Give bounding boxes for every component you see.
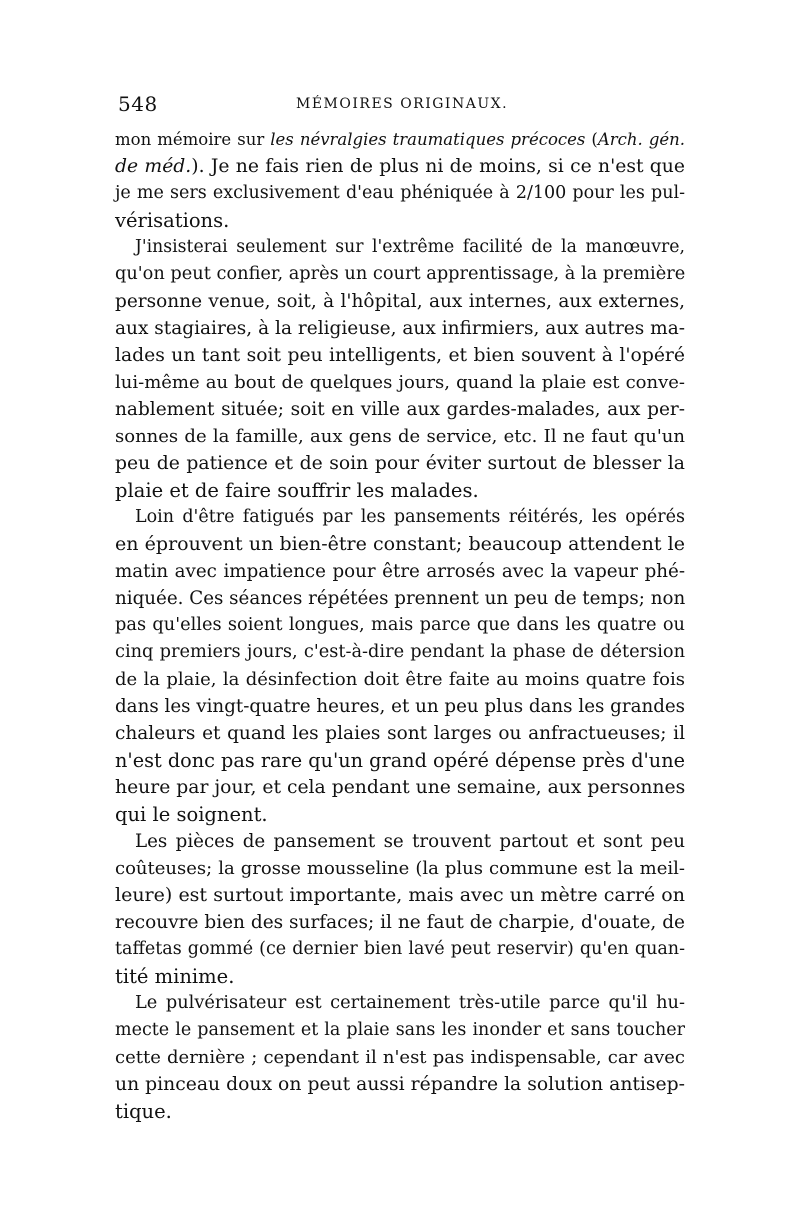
text-line: sonnes de la famille, aux gens de service, etc. Il ne faut qu'un <box>115 426 685 447</box>
text-line: peu de patience et de soin pour éviter surtout de blesser la <box>115 453 685 474</box>
citation-reference: Arch. gén. <box>597 130 686 149</box>
text-line: tité minime. <box>115 965 235 988</box>
running-title: MÉMOIRES ORIGINAUX. <box>296 96 509 112</box>
text-line: coûteuses; la grosse mousseline (la plus commune est la meil- <box>115 858 685 879</box>
text-line: cinq premiers jours, c'est-à-dire pendant la phase de détersion <box>115 642 685 662</box>
text-run: mon mémoire sur <box>115 130 271 149</box>
text-line: Le pulvérisateur est certainement très-utile parce qu'il hu- <box>135 993 685 1013</box>
text-line: pas qu'elles soient longues, mais parce que dans les quatre ou <box>115 615 685 635</box>
text-line: aux stagiaires, à la religieuse, aux infirmiers, aux autres ma- <box>115 318 685 339</box>
text-line: taffetas gommé (ce dernier bien lavé peut reservir) qu'en quan- <box>115 939 685 959</box>
text-line: chaleurs et quand les plaies sont larges ou anfractueuses; il <box>115 723 685 744</box>
body-text <box>115 126 685 1125</box>
text-run: ). Je ne fais rien de plus ni de moins, si ce n'est que <box>191 156 685 177</box>
text-line: J'insisterai seulement sur l'extrême facilité de la manœuvre, <box>135 237 685 257</box>
text-line: un pinceau doux on peut aussi répandre la solution antisep- <box>115 1074 685 1095</box>
text-line: de la plaie, la désinfection doit être faite au moins quatre fois <box>115 669 685 690</box>
page-header <box>118 92 686 122</box>
text-line: lui-même au bout de quelques jours, quand la plaie est conve- <box>115 372 685 393</box>
text-line: recouvre bien des surfaces; il ne faut de charpie, d'ouate, de <box>115 912 685 933</box>
italic-title: les névralgies traumatiques précoces <box>270 130 586 149</box>
page-number: 548 <box>118 92 158 116</box>
text-line: mecte le pansement et la plaie sans les inonder et sans toucher <box>115 1020 685 1040</box>
text-line: en éprouvent un bien-être constant; beaucoup attendent le <box>115 533 685 555</box>
text-line: dans les vingt-quatre heures, et un peu plus dans les grandes <box>115 696 686 717</box>
text-line: n'est donc pas rare qu'un grand opéré dépense près d'une <box>115 749 685 772</box>
text-line: personne venue, soit, à l'hôpital, aux internes, aux externes, <box>115 291 685 312</box>
text-line: matin avec impatience pour être arrosés avec la vapeur phé- <box>115 561 685 582</box>
text-line: niquée. Ces séances répétées prennent un peu de temps; non <box>115 588 686 609</box>
text-line: cette dernière ; cependant il n'est pas indispensable, car avec <box>115 1047 685 1068</box>
text-line: lades un tant soit peu intelligents, et bien souvent à l'opéré <box>115 345 685 366</box>
text-line: vérisations. <box>115 209 230 232</box>
text-line: heure par jour, et cela pendant une semaine, aux personnes <box>115 777 686 798</box>
text-line: qu'on peut confier, après un court apprentissage, à la première <box>115 264 686 284</box>
text-run: ( <box>585 130 598 149</box>
text-line: plaie et de faire souffrir les malades. <box>115 479 479 502</box>
text-line: tique. <box>115 1100 172 1123</box>
text-line <box>115 126 685 153</box>
citation-reference: de méd. <box>115 156 192 177</box>
text-line <box>115 153 685 180</box>
text-line: Les pièces de pansement se trouvent partout et sont peu <box>135 831 685 852</box>
text-line: nablement située; soit en ville aux gardes-malades, aux per- <box>115 399 685 420</box>
text-line: je me sers exclusivement d'eau phéniquée à 2/100 pour les pul- <box>115 183 685 203</box>
text-line: Loin d'être fatigués par les pansements réitérés, les opérés <box>135 507 685 527</box>
text-line: qui le soignent. <box>115 803 268 826</box>
text-line: leure) est surtout importante, mais avec un mètre carré on <box>115 884 685 906</box>
